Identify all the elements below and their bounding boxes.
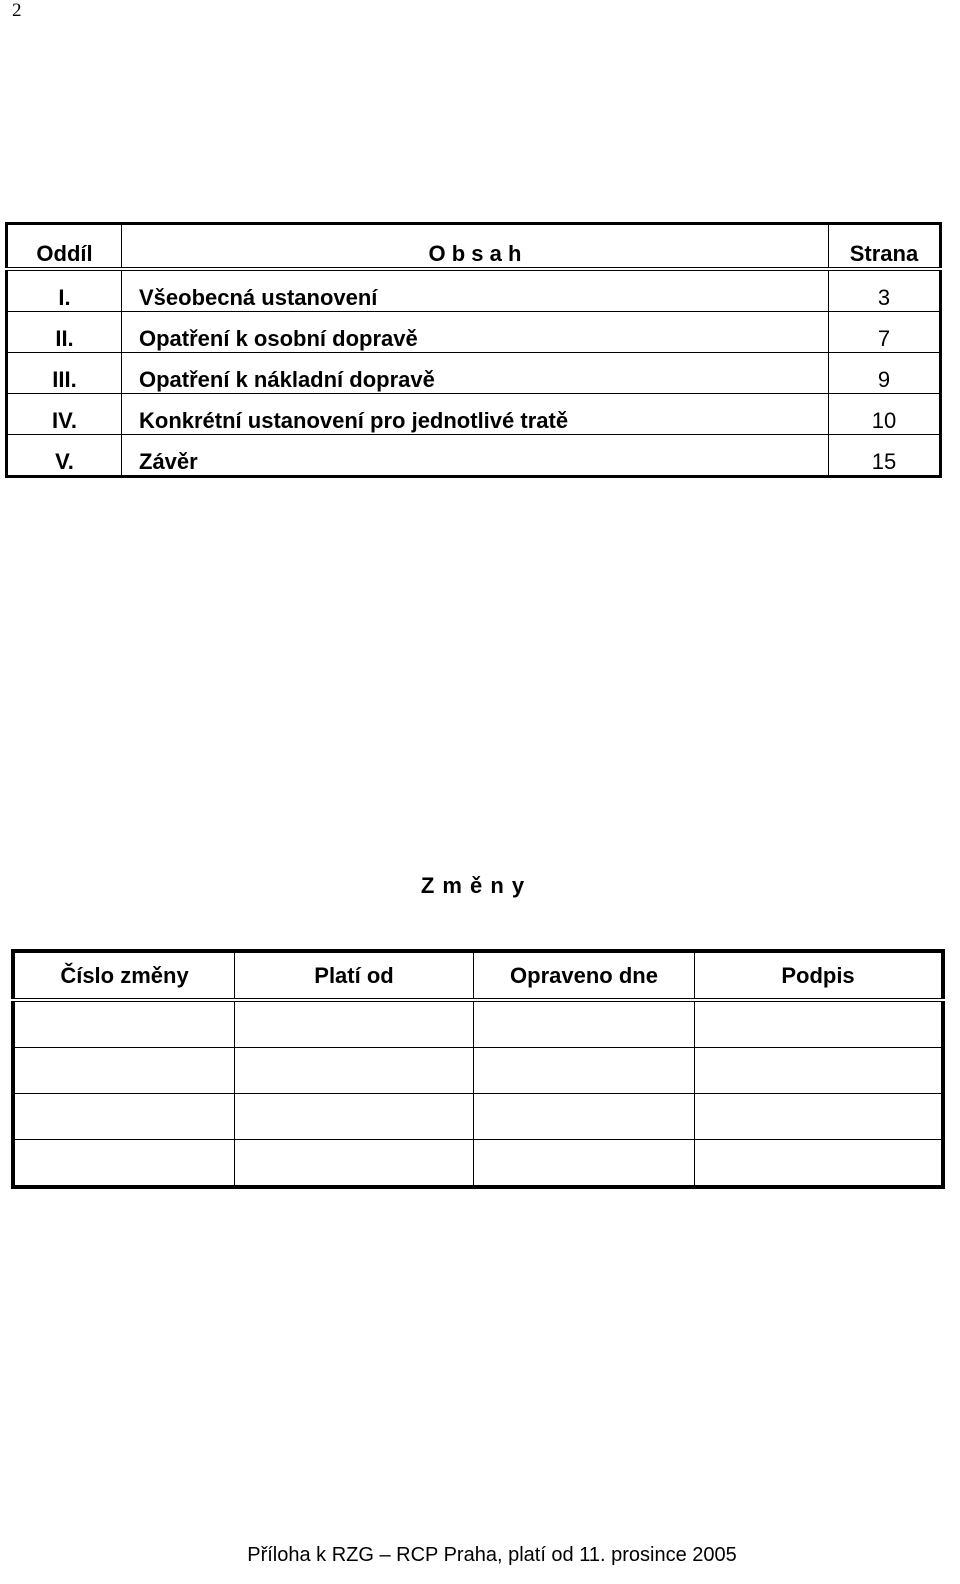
row-section: II. (7, 312, 122, 353)
row-page: 10 (829, 394, 941, 435)
row-title: Opatření k nákladní dopravě (122, 353, 829, 394)
header-section: Oddíl (7, 224, 122, 270)
page-footer: Příloha k RZG – RCP Praha, platí od 11. prosince 2005 (247, 1544, 737, 1566)
row-page: 7 (829, 312, 941, 353)
empty-cell (235, 1094, 474, 1140)
row-title: Opatření k osobní dopravě (122, 312, 829, 353)
empty-cell (13, 1000, 235, 1048)
header-page: Strana (829, 224, 941, 270)
changes-empty-row (13, 1140, 943, 1188)
changes-header-row (13, 951, 943, 1000)
empty-cell (474, 1048, 695, 1094)
empty-cell (474, 1094, 695, 1140)
contents-row (7, 353, 941, 394)
changes-empty-row (13, 1000, 943, 1048)
empty-cell (474, 1000, 695, 1048)
header-valid-from: Platí od (235, 951, 474, 1000)
empty-cell (235, 1048, 474, 1094)
empty-cell (695, 1140, 944, 1188)
row-section: III. (7, 353, 122, 394)
empty-cell (13, 1048, 235, 1094)
changes-empty-row (13, 1094, 943, 1140)
row-page: 3 (877, 285, 891, 310)
empty-cell (13, 1140, 235, 1188)
header-title: O b s a h (122, 224, 829, 270)
page-number: 2 (12, 0, 22, 21)
contents-row (7, 435, 941, 477)
empty-cell (474, 1140, 695, 1188)
empty-cell (695, 1048, 944, 1094)
changes-empty-row (13, 1048, 943, 1094)
row-section: I. (7, 269, 122, 312)
empty-cell (235, 1000, 474, 1048)
empty-cell (695, 1000, 944, 1048)
empty-cell (235, 1140, 474, 1188)
contents-table (5, 222, 942, 478)
row-title: Konkrétní ustanovení pro jednotlivé tratě (122, 394, 829, 435)
row-page: 15 (829, 435, 941, 477)
row-section: V. (7, 435, 122, 477)
empty-cell (695, 1094, 944, 1140)
header-change-number: Číslo změny (13, 951, 235, 1000)
row-title: Všeobecná ustanovení (122, 269, 829, 312)
empty-cell (13, 1094, 235, 1140)
changes-title: Z m ě n y (420, 873, 526, 898)
contents-header-row (7, 224, 941, 270)
header-corrected-on: Opraveno dne (474, 951, 695, 1000)
contents-row (7, 269, 941, 312)
contents-row (7, 394, 941, 435)
contents-row (7, 312, 941, 353)
changes-table (11, 949, 945, 1189)
row-title: Závěr (122, 435, 829, 477)
row-page: 9 (829, 353, 941, 394)
header-signature: Podpis (695, 951, 944, 1000)
row-section: IV. (7, 394, 122, 435)
